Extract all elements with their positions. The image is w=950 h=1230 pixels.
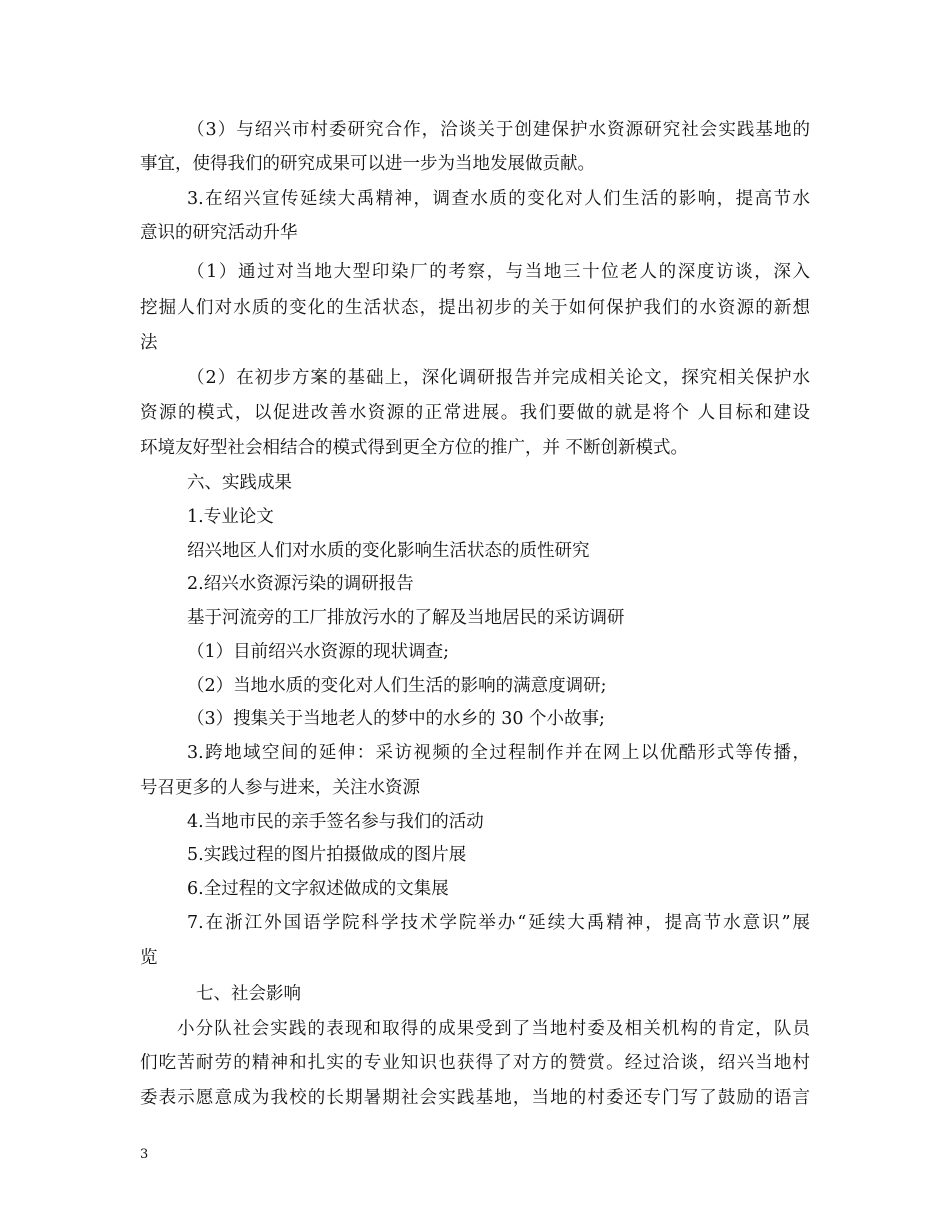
list-item-7: 7.在浙江外国语学院科学技术学院举办“延续大禹精神，提高节水意识”展 bbox=[187, 913, 810, 933]
paragraph-line-7: 法 bbox=[140, 333, 158, 353]
list-item-1: 1.专业论文 bbox=[187, 507, 274, 527]
paragraph-social-impact-line-1: 小分队社会实践的表现和取得的成果受到了当地村委及相关机构的肯定，队员 bbox=[177, 1019, 810, 1039]
paragraph-line-6: 挖掘人们对水质的变化的生活状态，提出初步的关于如何保护我们的水资源的新想 bbox=[140, 298, 810, 318]
paragraph-line-3: 3.在绍兴宣传延续大禹精神，调查水质的变化对人们生活的影响，提高节水 bbox=[187, 189, 810, 209]
paragraph-social-impact-line-3: 委表示愿意成为我校的长期暑期社会实践基地，当地的村委还专门写了鼓励的语言 bbox=[140, 1088, 810, 1108]
paragraph-line-8: （2）在初步方案的基础上，深化调研报告并完成相关论文，探究相关保护水 bbox=[187, 368, 810, 388]
list-item-3-continuation: 号召更多的人参与进来，关注水资源 bbox=[140, 778, 420, 798]
list-item-1-title: 绍兴地区人们对水质的变化影响生活状态的质性研究 bbox=[187, 541, 590, 561]
section-heading-seven: 七、社会影响 bbox=[196, 984, 301, 1004]
section-heading-six: 六、实践成果 bbox=[187, 473, 292, 493]
list-item-2: 2.绍兴水资源污染的调研报告 bbox=[187, 574, 414, 594]
list-item-6: 6.全过程的文字叙述做成的文集展 bbox=[187, 879, 449, 899]
paragraph-line-9: 资源的模式，以促进改善水资源的正常进展。我们要做的就是将个 人目标和建设 bbox=[140, 403, 810, 423]
paragraph-line-5: （1）通过对当地大型印染厂的考察，与当地三十位老人的深度访谈，深入 bbox=[187, 262, 810, 282]
paragraph-line-1: （3）与绍兴市村委研究合作，洽谈关于创建保护水资源研究社会实践基地的 bbox=[187, 120, 810, 140]
paragraph-social-impact-line-2: 们吃苦耐劳的精神和扎实的专业知识也获得了对方的赞赏。经过洽谈，绍兴当地村 bbox=[140, 1053, 810, 1073]
list-item-2-description: 基于河流旁的工厂排放污水的了解及当地居民的采访调研 bbox=[187, 608, 625, 628]
list-item-5: 5.实践过程的图片拍摄做成的图片展 bbox=[187, 845, 467, 865]
paragraph-line-10: 环境友好型社会相结合的模式得到更全方位的推广，并 不断创新模式。 bbox=[140, 438, 689, 458]
paragraph-line-4: 意识的研究活动升华 bbox=[140, 223, 298, 243]
paragraph-line-2: 事宜，使得我们的研究成果可以进一步为当地发展做贡献。 bbox=[140, 154, 595, 174]
sub-item-3: （3）搜集关于当地老人的梦中的水乡的 30 个小故事; bbox=[187, 709, 605, 729]
page-number: 3 bbox=[140, 1147, 149, 1162]
sub-item-1: （1）目前绍兴水资源的现状调查; bbox=[187, 642, 450, 662]
list-item-3: 3.跨地域空间的延伸：采访视频的全过程制作并在网上以优酷形式等传播， bbox=[187, 743, 810, 763]
list-item-7-continuation: 览 bbox=[140, 948, 158, 968]
sub-item-2: （2）当地水质的变化对人们生活的影响的满意度调研; bbox=[187, 676, 607, 696]
list-item-4: 4.当地市民的亲手签名参与我们的活动 bbox=[187, 812, 484, 832]
